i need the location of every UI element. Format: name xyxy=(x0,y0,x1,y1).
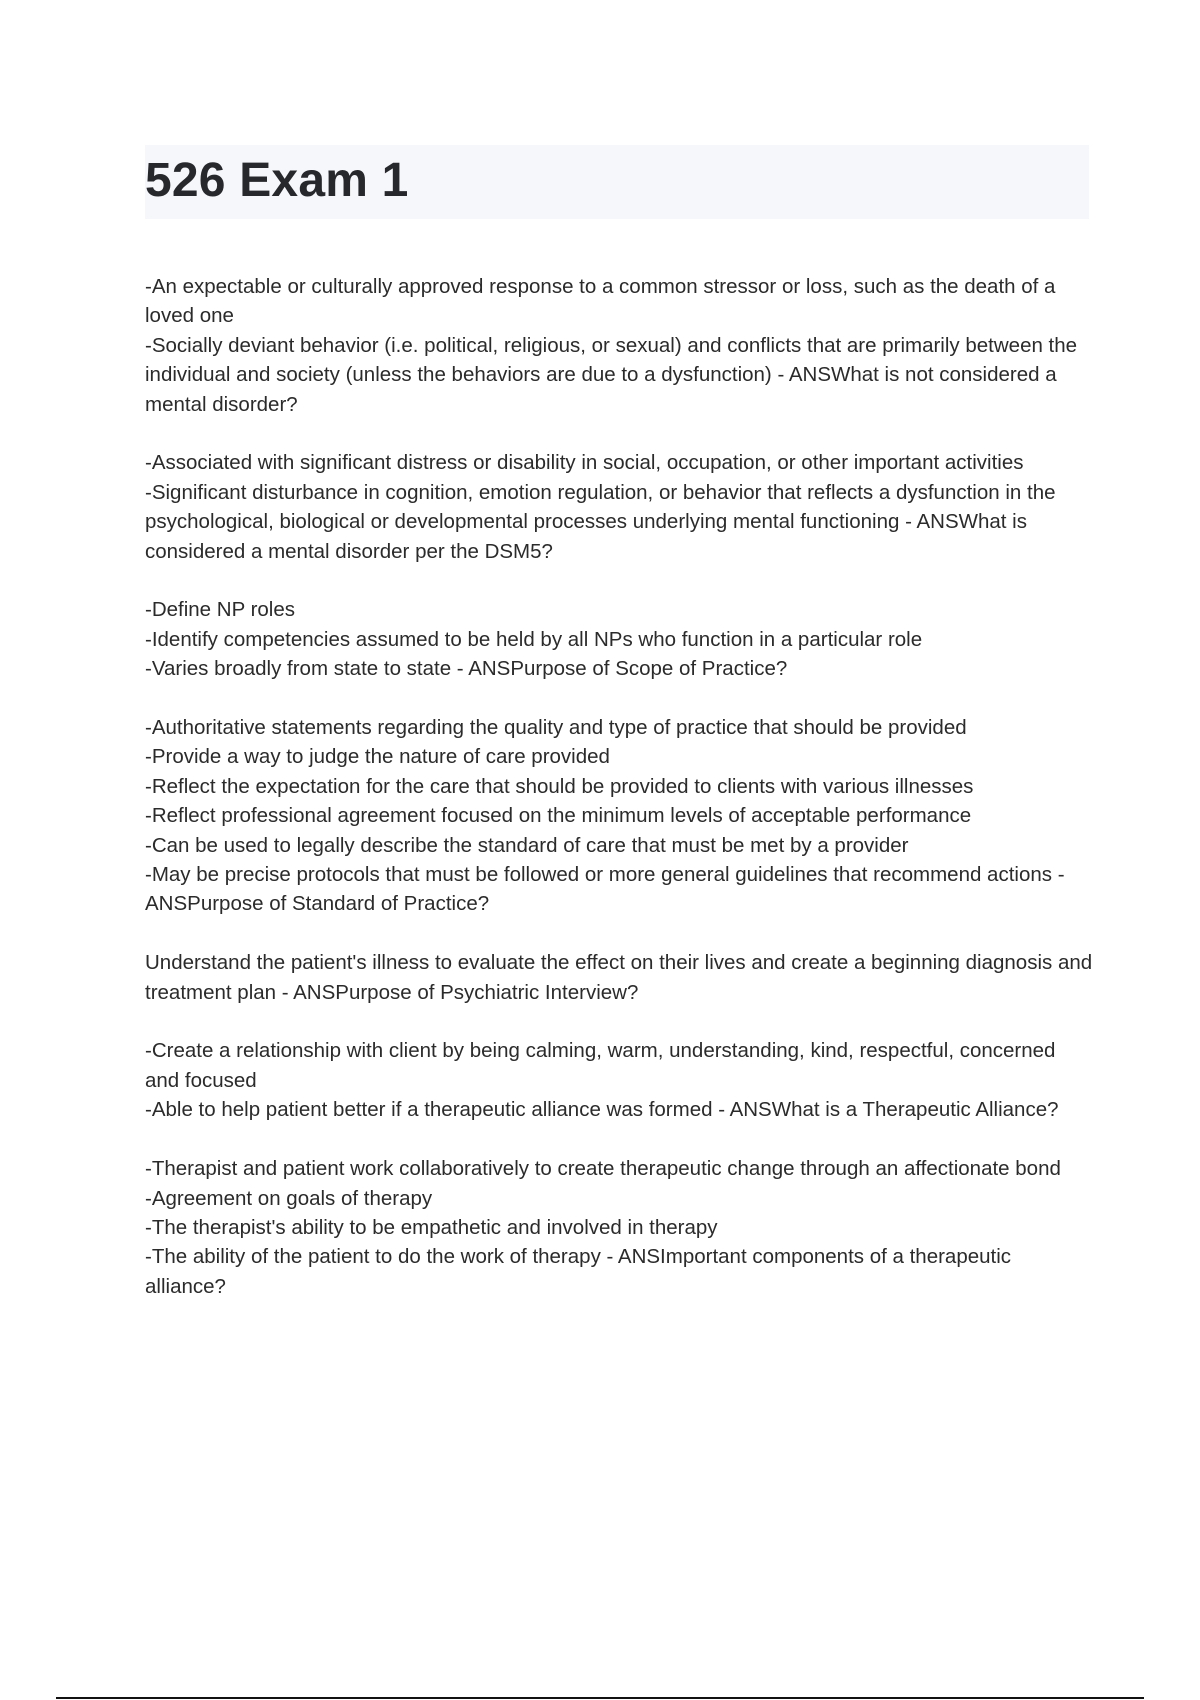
card-line: -Agreement on goals of therapy xyxy=(145,1186,433,1210)
card-line: -Provide a way to judge the nature of care provided xyxy=(145,745,610,769)
card-line: -An expectable or culturally approved response to a common stressor or loss, such as the death of a loved one xyxy=(145,275,1056,328)
card-line: -Associated with significant distress or disability in social, occupation, or other important activities xyxy=(145,451,1024,475)
page-title: 526 Exam 1 xyxy=(145,154,409,207)
card-line: -The therapist's ability to be empathetic and involved in therapy xyxy=(145,1215,718,1239)
flashcard-5 xyxy=(145,948,1095,1007)
card-line: Understand the patient's illness to evaluate the effect on their lives and create a beginning diagnosis and treatment plan - ANSPurpose of Psychiatric Interview? xyxy=(145,951,1093,1004)
card-line: -Identify competencies assumed to be held by all NPs who function in a particular role xyxy=(145,627,923,651)
flashcard-1 xyxy=(145,272,1095,419)
card-line: -The ability of the patient to do the work of therapy - ANSImportant components of a therapeutic alliance? xyxy=(145,1245,1012,1298)
card-line: -Reflect professional agreement focused on the minimum levels of acceptable performance xyxy=(145,804,972,828)
card-line: -Can be used to legally describe the standard of care that must be met by a provider xyxy=(145,833,909,857)
flashcard-4 xyxy=(145,713,1095,919)
card-line: -Define NP roles xyxy=(145,598,296,622)
card-line: -Therapist and patient work collaboratively to create therapeutic change through an affectionate bond xyxy=(145,1157,1061,1181)
card-line: -Varies broadly from state to state - ANSPurpose of Scope of Practice? xyxy=(145,657,788,681)
card-line: -Able to help patient better if a therapeutic alliance was formed - ANSWhat is a Therapeutic Alliance? xyxy=(145,1098,1059,1122)
card-line: -Create a relationship with client by being calming, warm, understanding, kind, respectful, concerned and focused xyxy=(145,1039,1056,1092)
card-line: -Reflect the expectation for the care that should be provided to clients with various illnesses xyxy=(145,774,974,798)
flashcard-2 xyxy=(145,448,1095,566)
page-bottom-divider xyxy=(56,1697,1144,1699)
flashcard-3 xyxy=(145,595,1095,683)
flashcard-7 xyxy=(145,1154,1095,1301)
flashcard-6 xyxy=(145,1036,1095,1124)
title-band xyxy=(145,145,1089,219)
card-line: -Significant disturbance in cognition, emotion regulation, or behavior that reflects a dysfunction in the psychological, biological or developmental processes underlying mental functioning - ANSWhat is considered a mental disorder per the DSM5? xyxy=(145,480,1056,563)
card-line: -May be precise protocols that must be followed or more general guidelines that recommend actions - ANSPurpose of Standard of Practice? xyxy=(145,863,1065,916)
card-line: -Authoritative statements regarding the quality and type of practice that should be provided xyxy=(145,716,967,740)
flashcard-list xyxy=(145,272,1095,1331)
card-line: -Socially deviant behavior (i.e. political, religious, or sexual) and conflicts that are primarily between the individual and society (unless the behaviors are due to a dysfunction) - ANSWhat is not considered a mental disorder? xyxy=(145,333,1078,416)
